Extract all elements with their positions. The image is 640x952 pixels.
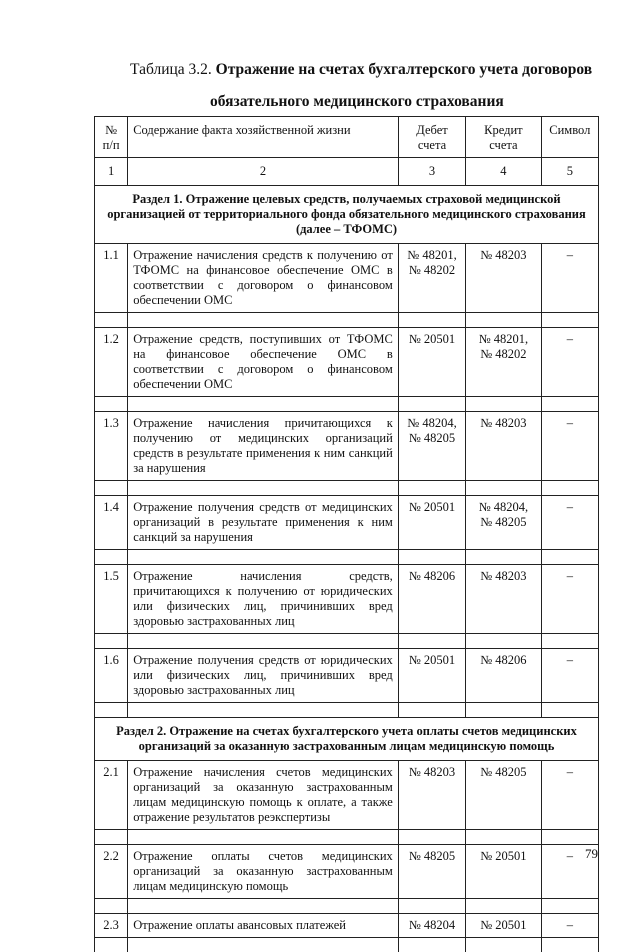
section-2-heading: Раздел 2. Отражение на счетах бухгалтерского учета оплаты счетов медицинских организаций за оказанную застрахованным лицам медицинскую помощь [95,718,599,761]
table-title-prefix: Таблица 3.2. [130,61,212,78]
spacer-cell [128,703,399,718]
page-number: 79 [585,846,598,862]
table-row [95,496,599,550]
spacer-cell [398,550,465,565]
row-spacer [95,481,599,496]
table-row [95,761,599,830]
spacer-cell [466,550,541,565]
accounting-table [94,116,599,952]
row-spacer [95,899,599,914]
row-spacer [95,938,599,952]
spacer-cell [95,634,128,649]
row-credit: № 48203 [466,244,541,313]
spacer-cell [541,830,598,845]
row-debit: № 20501 [398,328,465,397]
row-num: 1.4 [95,496,128,550]
col-number: 1 [95,158,128,186]
spacer-cell [95,397,128,412]
row-credit: № 48206 [466,649,541,703]
table-title-bold-line1: Отражение на счетах бухгалтерского учета договоров [216,61,593,78]
row-credit: № 20501 [466,845,541,899]
header-debit: Дебет счета [398,117,465,158]
spacer-cell [398,313,465,328]
row-debit: № 48203 [398,761,465,830]
table-row [95,845,599,899]
spacer-cell [95,703,128,718]
row-symbol: – [541,565,598,634]
row-credit: № 48204, № 48205 [466,496,541,550]
table-title-line2: обязательного медицинского страхования [210,92,600,112]
row-num: 1.1 [95,244,128,313]
row-debit: № 20501 [398,496,465,550]
spacer-cell [95,830,128,845]
row-symbol: – [541,649,598,703]
row-num: 2.1 [95,761,128,830]
row-debit: № 20501 [398,649,465,703]
col-number: 3 [398,158,465,186]
row-debit: № 48205 [398,845,465,899]
row-spacer [95,397,599,412]
row-credit: № 48203 [466,412,541,481]
row-symbol: – [541,244,598,313]
spacer-cell [541,634,598,649]
row-spacer [95,313,599,328]
row-credit: № 48205 [466,761,541,830]
row-credit: № 48203 [466,565,541,634]
column-number-row [95,158,599,186]
spacer-cell [541,313,598,328]
table-row [95,565,599,634]
row-spacer [95,634,599,649]
spacer-cell [466,481,541,496]
spacer-cell [398,397,465,412]
row-num: 2.3 [95,914,128,938]
spacer-cell [541,481,598,496]
spacer-cell [541,899,598,914]
row-symbol: – [541,412,598,481]
section-row [95,718,599,761]
row-symbol: – [541,496,598,550]
row-debit: № 48204, № 48205 [398,412,465,481]
row-symbol: – [541,328,598,397]
spacer-cell [466,703,541,718]
spacer-cell [398,938,465,952]
table-row [95,649,599,703]
table-row [95,328,599,397]
spacer-cell [128,481,399,496]
spacer-cell [398,899,465,914]
spacer-cell [128,634,399,649]
row-spacer [95,703,599,718]
row-num: 1.6 [95,649,128,703]
section-row [95,186,599,244]
row-content: Отражение средств, поступивших от ТФОМС на финансовое обеспечение ОМС в соответствии с договором о финансовом обеспечении ОМС [128,328,399,397]
spacer-cell [398,634,465,649]
row-spacer [95,830,599,845]
spacer-cell [541,703,598,718]
row-num: 1.3 [95,412,128,481]
row-debit: № 48206 [398,565,465,634]
spacer-cell [541,397,598,412]
row-symbol: – [541,845,598,899]
spacer-cell [128,313,399,328]
row-credit: № 48201, № 48202 [466,328,541,397]
spacer-cell [466,397,541,412]
row-content: Отражение начисления причитающихся к получению от медицинских организаций средств в результате применения к ним санкций за нарушения [128,412,399,481]
spacer-cell [95,481,128,496]
spacer-cell [95,313,128,328]
spacer-cell [128,830,399,845]
row-content: Отражение получения средств от юридических или физических лиц, причинивших вред здоровью застрахованных лиц [128,649,399,703]
col-number: 2 [128,158,399,186]
spacer-cell [466,313,541,328]
spacer-cell [541,550,598,565]
spacer-cell [128,550,399,565]
row-num: 1.5 [95,565,128,634]
row-symbol: – [541,914,598,938]
row-credit: № 20501 [466,914,541,938]
spacer-cell [398,703,465,718]
row-num: 1.2 [95,328,128,397]
spacer-cell [95,899,128,914]
header-content: Содержание факта хозяйственной жизни [128,117,399,158]
table-row [95,244,599,313]
row-debit: № 48201, № 48202 [398,244,465,313]
header-credit: Кредит счета [466,117,541,158]
spacer-cell [541,938,598,952]
header-num: № п/п [95,117,128,158]
table-row [95,412,599,481]
col-number: 4 [466,158,541,186]
section-1-heading: Раздел 1. Отражение целевых средств, получаемых страховой медицинской организацией от территориального фонда обязательного медицинского страхования (далее – ТФОМС) [95,186,599,244]
spacer-cell [398,830,465,845]
spacer-cell [128,938,399,952]
spacer-cell [128,899,399,914]
table-title [130,60,600,80]
row-content: Отражение оплаты счетов медицинских организаций за оказанную застрахованным лицам медицинскую помощь [128,845,399,899]
header-symbol: Символ [541,117,598,158]
spacer-cell [466,899,541,914]
col-number: 5 [541,158,598,186]
spacer-cell [128,397,399,412]
row-content: Отражение оплаты авансовых платежей [128,914,399,938]
row-symbol: – [541,761,598,830]
spacer-cell [95,550,128,565]
table-row [95,914,599,938]
spacer-cell [466,830,541,845]
spacer-cell [398,481,465,496]
row-num: 2.2 [95,845,128,899]
row-content: Отражение получения средств от медицинских организаций в результате применения к ним санкций за нарушения [128,496,399,550]
spacer-cell [466,938,541,952]
header-row [95,117,599,158]
row-content: Отражение начисления средств к получению от ТФОМС на финансовое обеспечение ОМС в соответствии с договором о финансовом обеспечении ОМС [128,244,399,313]
row-spacer [95,550,599,565]
spacer-cell [95,938,128,952]
row-content: Отражение начисления средств, причитающихся к получению от юридических или физических лиц, причинивших вред здоровью застрахованных лиц [128,565,399,634]
spacer-cell [466,634,541,649]
row-content: Отражение начисления счетов медицинских организаций за оказанную застрахованным лицам медицинскую помощь к оплате, а также отражение результатов реэкспертизы [128,761,399,830]
row-debit: № 48204 [398,914,465,938]
